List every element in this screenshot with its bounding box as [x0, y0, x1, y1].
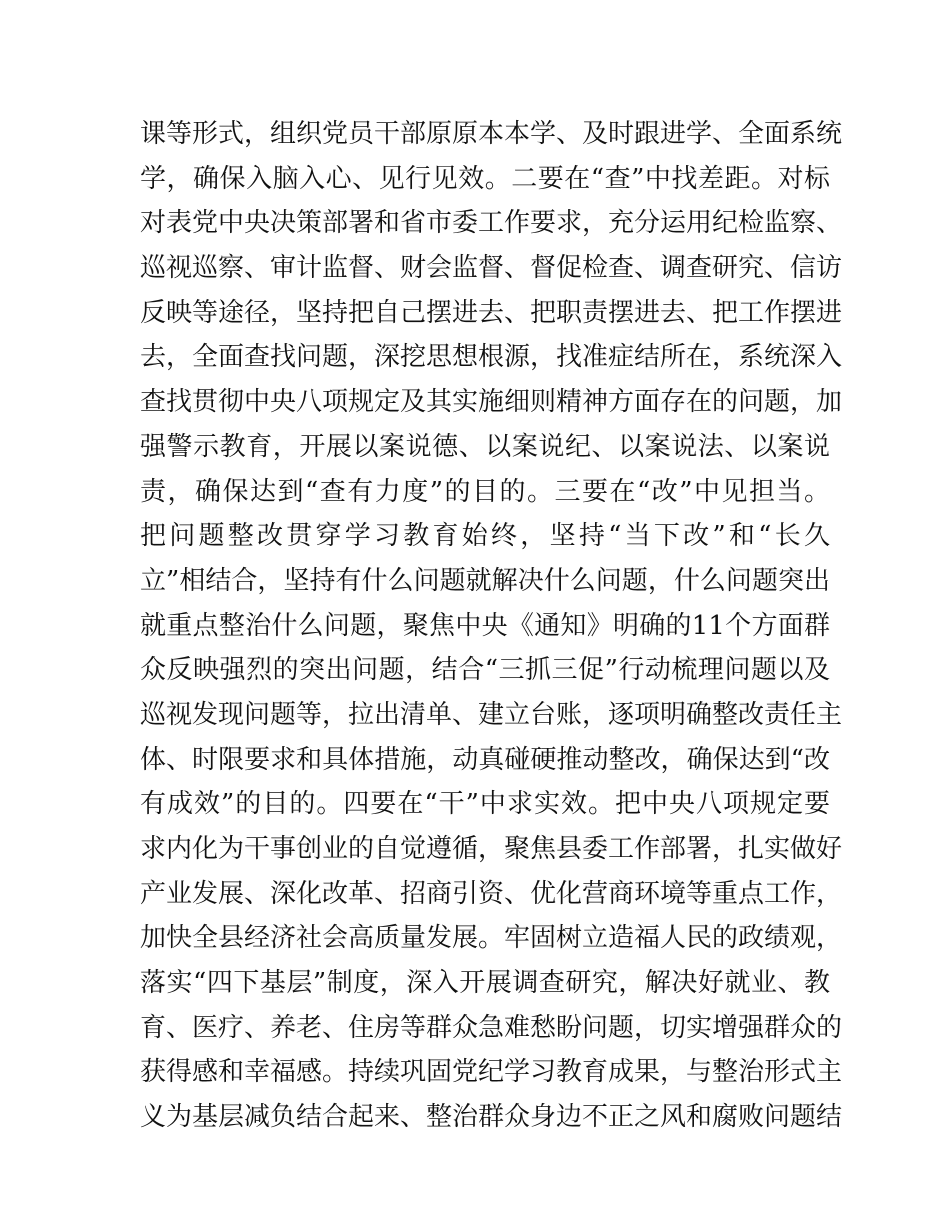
text-line: 落实“四下基层”制度，深入开展调查研究，解决好就业、教 — [140, 968, 830, 999]
text-line: 育、医疗、养老、住房等群众急难愁盼问题，切实增强群众的 — [140, 1012, 843, 1043]
text-line: 获得感和幸福感。持续巩固党纪学习教育成果，与整治形式主 — [140, 1057, 843, 1088]
text-line: 体、时限要求和具体措施，动真碰硬推动整改，确保达到“改 — [140, 744, 830, 775]
text-line: 责，确保达到“查有力度”的目的。三要在“改”中见担当。 — [140, 476, 830, 507]
text-line: 产业发展、深化改革、招商引资、优化营商环境等重点工作， — [140, 878, 843, 909]
text-line: 反映等途径，坚持把自己摆进去、把职责摆进去、把工作摆进 — [140, 297, 843, 328]
text-line: 加快全县经济社会高质量发展。牢固树立造福人民的政绩观， — [140, 923, 843, 954]
text-line: 巡视巡察、审计监督、财会监督、督促检查、调查研究、信访 — [140, 253, 843, 284]
text-line: 众反映强烈的突出问题，结合“三抓三促”行动梳理问题以及 — [140, 655, 830, 686]
text-line: 强警示教育，开展以案说德、以案说纪、以案说法、以案说 — [140, 431, 830, 462]
body-text — [140, 112, 843, 1140]
text-line: 对表党中央决策部署和省市委工作要求，充分运用纪检监察、 — [140, 208, 843, 239]
text-line: 查找贯彻中央八项规定及其实施细则精神方面存在的问题，加 — [140, 387, 843, 418]
text-line: 就重点整治什么问题，聚焦中央《通知》明确的11个方面群 — [140, 610, 830, 641]
text-line: 求内化为干事创业的自觉遵循，聚焦县委工作部署，扎实做好 — [140, 834, 843, 864]
text-line: 有成效”的目的。四要在“干”中求实效。把中央八项规定要 — [140, 789, 830, 820]
text-line: 把问题整改贯穿学习教育始终，坚持“当下改”和“长久 — [140, 521, 830, 552]
text-line: 义为基层减负结合起来、整治群众身边不正之风和腐败问题结 — [140, 1102, 843, 1133]
text-line: 学，确保入脑入心、见行见效。二要在“查”中找差距。对标 — [140, 163, 830, 194]
text-line: 课等形式，组织党员干部原原本本学、及时跟进学、全面系统 — [140, 119, 843, 149]
text-line: 去，全面查找问题，深挖思想根源，找准症结所在，系统深入 — [140, 342, 843, 373]
text-line: 立”相结合，坚持有什么问题就解决什么问题，什么问题突出 — [140, 565, 830, 596]
text-line: 巡视发现问题等，拉出清单、建立台账，逐项明确整改责任主 — [140, 699, 843, 730]
